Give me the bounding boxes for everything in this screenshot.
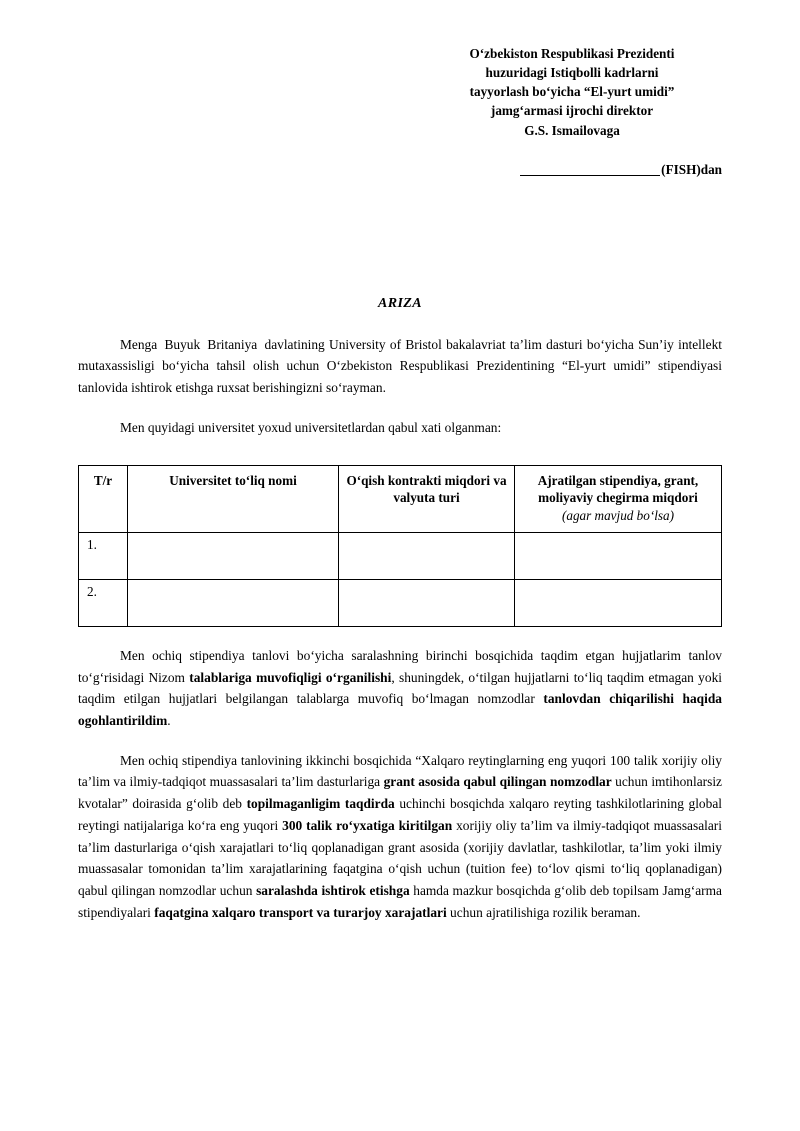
par3-a: Men ochiq stipendiya tanlovi bo‘yicha saralashning birinchi bosqichida taqdim etgan hujjatlarim tanlov to‘g‘risidagi Nizom xyxy=(78,647,722,685)
table-header-index: T/r xyxy=(79,465,128,532)
par3-e: . xyxy=(167,713,171,729)
table-header-grant-main: Ajratilgan stipendiya, grant, moliyaviy chegirma miqdori xyxy=(537,472,699,506)
addressee-line-3: tayyorlash bo‘yicha “El-yurt umidi” xyxy=(469,84,675,100)
par4-b-bold: grant asosida qabul qilingan nomzodlar xyxy=(383,774,612,790)
table-header-grant xyxy=(515,465,722,532)
par3-d-bold: tanlovdan chiqarilishi haqida ogohlantirildim xyxy=(78,691,722,729)
addressee-line-4: jamg‘armasi ijrochi direktor xyxy=(490,103,654,119)
par4-g: xorijiy oliy ta’lim va ilmiy-tadqiqot muassasalari ta’lim dasturlariga o‘qish xarajatlari to‘liq qoplanadigan grant asosida (xorijiy davlatlar, tashkilotlar, ta’lim yoki ilmiy muassasalar tomonidan ta’lim xarajatlarining faqatgina o‘qish uchun (tuition fee) to‘lov qismi to‘liq qoplanadigan) qabul qilingan nomzodlar uchun xyxy=(78,817,722,898)
fish-signature-line xyxy=(422,162,722,178)
table-cell-university[interactable] xyxy=(128,532,339,579)
spacer-2 xyxy=(78,399,722,417)
table-row xyxy=(79,532,722,579)
par4-i: hamda mazkur bosqichda g‘olib deb topilsam Jamg‘arma stipendiyalari xyxy=(78,882,722,920)
table-cell-university[interactable] xyxy=(128,579,339,626)
paragraph-second-stage xyxy=(78,750,722,924)
addressee-name: G.S. Ismailovaga xyxy=(524,122,620,138)
addressee-line-2: huzuridagi Istiqbolli kadrlarni xyxy=(485,65,659,81)
table-header-university: Universitet to‘liq nomi xyxy=(128,465,339,532)
table-cell-index: 1. xyxy=(79,532,128,579)
table-header-contract: O‘qish kontrakti miqdori va valyuta turi xyxy=(339,465,515,532)
fish-label: (FISH)dan xyxy=(661,161,722,177)
par4-e: uchinchi bosqichda xalqaro reyting tashkilotlarining global reytingi natijalariga ko‘ra eng yuqori xyxy=(78,796,722,833)
par4-h-bold: saralashda ishtirok etishga xyxy=(256,882,410,898)
par3-c: , shuningdek, o‘tilgan hujjatlarni to‘liq taqdim etmagan yoki taqdim etilgan hujjatlari belgilangan talablarga muvofiq bo‘lmagan nomzodlar xyxy=(78,669,722,707)
page-title: ARIZA xyxy=(377,295,422,311)
table-cell-grant[interactable] xyxy=(515,579,722,626)
par4-a: Men ochiq stipendiya tanlovining ikkinchi bosqichida “Xalqaro reytinglarning eng yuqori 100 talik xorijiy oliy ta’lim va ilmiy-tadqiqot muassasalari ta’lim dasturlariga xyxy=(78,752,722,790)
par4-d-bold: topilmaganligim taqdirda xyxy=(246,796,395,812)
paragraph-request xyxy=(78,334,722,399)
table-header-row xyxy=(79,465,722,532)
par4-k: uchun ajratilishiga rozilik beraman. xyxy=(446,904,641,920)
spacer-5 xyxy=(78,732,722,750)
paragraph-first-stage xyxy=(78,645,722,732)
table-cell-contract[interactable] xyxy=(339,579,515,626)
addressee-line-1: O‘zbekiston Respublikasi Prezidenti xyxy=(469,46,675,61)
par4-c: uchun imtihonlarsiz kvotalar” doirasida g‘olib deb xyxy=(78,774,722,812)
par4-f-bold: 300 talik ro‘yxatiga kiritilgan xyxy=(282,817,453,833)
table-cell-index: 2. xyxy=(79,579,128,626)
table-cell-grant[interactable] xyxy=(515,532,722,579)
paragraph-admission: Men quyidagi universitet yoxud universitetlardan qabul xati olganman: xyxy=(120,419,502,435)
universities-table xyxy=(78,465,722,627)
table-cell-contract[interactable] xyxy=(339,532,515,579)
table-row xyxy=(79,579,722,626)
par4-j-bold: faqatgina xalqaro transport va turarjoy xarajatlari xyxy=(154,904,447,920)
spacer-4 xyxy=(78,627,722,645)
paragraph-request-rest: davlatining University of Bristol bakalavriat ta’lim dasturi bo‘yicha Sun’iy intellekt mutaxassisligi bo‘yicha tahsil olish uchun O‘zbekiston Respublikasi Prezidentining “El-yurt umidi” stipendiyasi tanlovida ishtirok etishga ruxsat berishingizni so‘rayman. xyxy=(78,336,722,396)
signature-rule xyxy=(520,175,660,176)
spacer-3 xyxy=(78,439,722,459)
par3-b-bold: talablariga muvofiqligi o‘rganilishi xyxy=(189,669,392,685)
spacer-1 xyxy=(78,312,722,334)
addressee-block xyxy=(422,44,722,140)
paragraph-request-lead: Menga Buyuk Britaniya xyxy=(120,336,265,352)
table-header-grant-sub: (agar mavjud bo‘lsa) xyxy=(561,508,675,524)
